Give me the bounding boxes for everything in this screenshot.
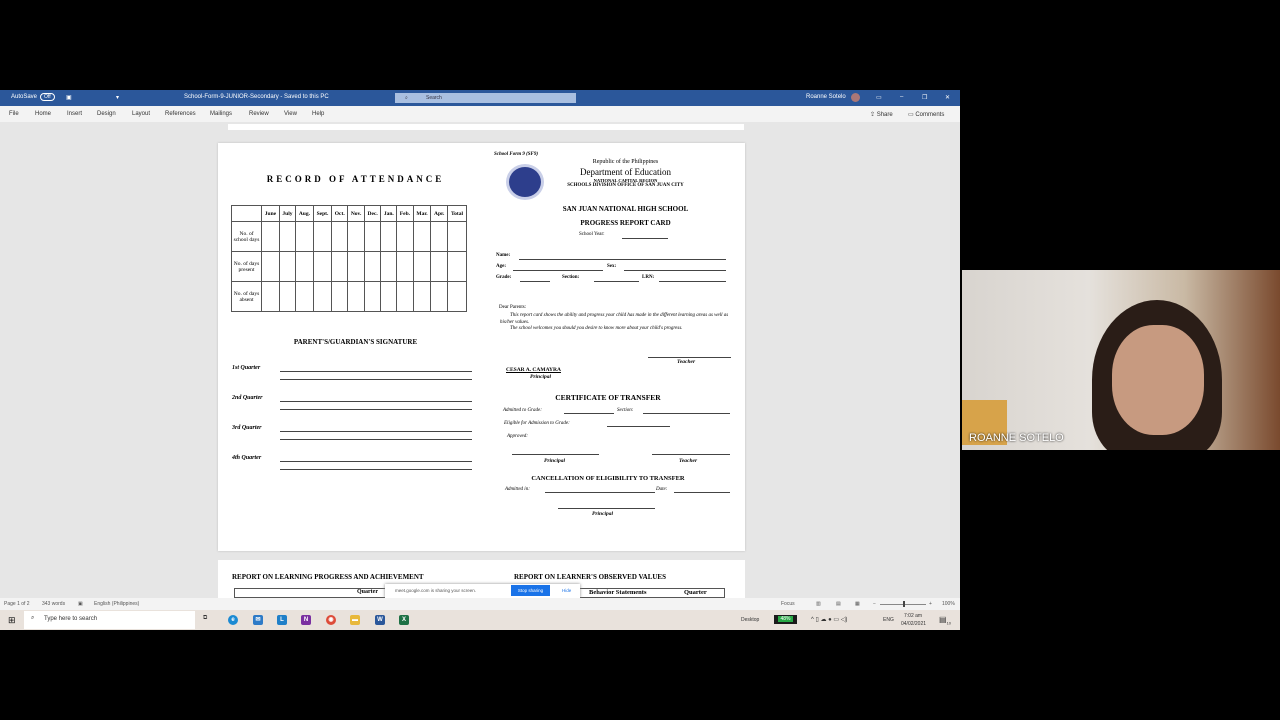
share-icon: ⇪ [870,112,876,118]
tab-file[interactable]: File [9,111,19,117]
attendance-cell[interactable] [447,252,466,282]
transfer-section-label: Section: [617,408,634,413]
status-bar [0,598,960,610]
attendance-cell[interactable] [413,252,431,282]
attendance-cell[interactable] [365,222,381,252]
name-label: Name: [496,253,511,258]
attendance-cell[interactable] [279,282,295,312]
onenote-icon[interactable]: N [301,615,311,625]
windows-taskbar [0,610,960,630]
tab-help[interactable]: Help [312,111,325,117]
admitted-in-label: Admitted in: [505,487,530,492]
attendance-cell[interactable] [332,222,348,252]
attendance-cell[interactable] [296,282,314,312]
tab-home[interactable]: Home [35,111,52,117]
focus-button[interactable] [781,601,795,607]
region-text: NATIONAL CAPITAL REGION [593,177,658,183]
tab-references[interactable]: References [165,111,196,117]
quarter-label: 4th Quarter [232,455,262,461]
stop-sharing-button[interactable]: Stop sharing [511,585,550,596]
tab-design[interactable]: Design [97,111,116,117]
battery-meter [774,615,797,624]
attendance-cell[interactable] [431,222,448,252]
letter-paragraph: This report card shows the ability and progress your child has made in the different learning areas as well as his/her values. [500,313,729,325]
school-year-label: School Year: [579,232,605,237]
clock-date[interactable]: 04/02/2021 [901,621,927,627]
month-header: Dec. [365,206,381,222]
attendance-cell[interactable] [447,222,466,252]
notification-count: 10 [946,620,952,626]
form-label: School Form 9 (SF9) [494,152,539,157]
excel-icon[interactable]: X [399,615,409,625]
attendance-cell[interactable] [397,252,413,282]
principal-label: Principal [530,374,552,380]
signature-line[interactable] [280,461,472,462]
edge-icon[interactable]: e [228,615,238,625]
ribbon-display-icon[interactable]: ▭ [876,95,882,101]
attendance-cell[interactable] [262,222,280,252]
share-button[interactable] [870,111,893,118]
attendance-cell[interactable] [365,252,381,282]
search-icon: ⌕ [31,615,35,621]
ribbon-tabs [0,106,960,122]
quarter-label: 1st Quarter [232,365,261,371]
mail-icon[interactable]: ✉ [253,615,263,625]
attendance-cell[interactable] [262,252,280,282]
tab-insert[interactable]: Insert [67,111,83,117]
attendance-cell[interactable] [313,222,332,252]
transfer-principal-label: Principal [544,458,566,464]
grade-label: Grade: [496,275,512,280]
chrome-icon[interactable]: ◉ [326,615,336,625]
attendance-cell[interactable] [365,282,381,312]
tab-layout[interactable]: Layout [132,111,151,117]
republic-text: Republic of the Philippines [592,159,659,165]
quarter-label: 2nd Quarter [232,395,263,401]
attendance-cell[interactable] [332,282,348,312]
clock-time[interactable]: 7:02 am [904,613,923,619]
signature-line[interactable] [280,469,472,470]
school-name: SAN JUAN NATIONAL HIGH SCHOOL [562,205,689,213]
search-box[interactable] [395,93,576,103]
month-header: Apr. [431,206,448,222]
attendance-cell[interactable] [431,252,448,282]
row-label: No. of days absent [232,282,262,312]
horizontal-ruler[interactable] [0,122,960,132]
section-label: Section: [562,275,580,280]
month-header: Jan. [381,206,397,222]
row-label: No. of days present [232,252,262,282]
eligible-label: Eligible for Admission to Grade: [504,421,570,426]
transfer-teacher-label: Teacher [679,458,698,464]
word-icon[interactable]: W [375,615,385,625]
taskbar-search-placeholder: Type here to search [44,616,98,622]
participant-name: ROANNE SOTELO [969,432,1064,444]
attendance-cell[interactable] [279,222,295,252]
admitted-grade-label: Admitted to Grade: [503,408,542,413]
restore-icon[interactable]: ❐ [922,95,928,101]
month-header: June [262,206,280,222]
file-explorer-icon[interactable]: ▬ [352,617,358,623]
signature-line[interactable] [280,379,472,380]
battery-percent: 48% [780,616,791,622]
notification-icon[interactable]: $▤_{10}$ [939,615,952,626]
row-label: No. of school days [232,222,262,252]
minimize-icon[interactable]: – [900,94,904,100]
hide-button[interactable]: Hide [562,588,572,593]
observed-values-title: REPORT ON LEARNER'S OBSERVED VALUES [514,573,666,581]
save-icon[interactable]: ▣ [66,95,72,101]
signature-line[interactable] [280,439,472,440]
behavior-header: Behavior Statements [589,589,647,596]
autosave-label: AutoSave [11,94,38,100]
date-label: Date: [656,487,668,492]
customize-qat-icon[interactable]: ▾ [116,95,120,101]
screen-share-bar [385,584,580,598]
attendance-cell[interactable] [413,282,431,312]
word-count[interactable]: 343 words [42,601,66,607]
person-face [1112,325,1204,435]
title-bar [0,90,960,106]
comment-icon: ▭ [908,112,914,118]
lync-icon[interactable]: L [277,615,287,625]
close-icon[interactable]: ✕ [945,95,951,101]
tray-icons[interactable]: ^ ▯ ☁ ● ▭ ◁) [811,617,848,623]
age-label: Age: [496,264,506,269]
read-mode-icon[interactable]: ▥ [816,601,821,607]
month-header: Mar. [413,206,431,222]
attendance-cell[interactable] [296,252,314,282]
word-window [0,90,960,630]
tab-review[interactable]: Review [249,111,269,117]
desktop-toolbar[interactable]: Desktop [741,617,760,623]
sex-label: Sex: [607,264,617,269]
avatar[interactable] [851,93,860,102]
attendance-cell[interactable] [397,222,413,252]
month-header: Nov. [348,206,365,222]
month-header: Aug. [296,206,314,222]
tab-mailings[interactable]: Mailings [210,111,233,117]
learning-progress-title: REPORT ON LEARNING PROGRESS AND ACHIEVEMENT [232,573,424,581]
cancel-title: CANCELLATION OF ELIGIBILITY TO TRANSFER [531,475,685,482]
attendance-cell[interactable] [413,222,431,252]
web-layout-icon[interactable]: ▦ [855,601,860,607]
month-header: Oct. [332,206,348,222]
deped-text: Department of Education [580,166,671,177]
month-header: July [279,206,295,222]
comments-button[interactable] [908,111,944,118]
share-message: meet.google.com is sharing your screen. [395,588,477,593]
transfer-title: CERTIFICATE OF TRANSFER [555,393,661,402]
letter-body [500,313,732,333]
approved-label: Approved: [507,434,528,439]
attendance-cell[interactable] [313,252,332,282]
share-label: Share [876,112,893,118]
attendance-cell[interactable] [431,282,448,312]
ruler-bar [228,124,744,130]
print-layout-icon[interactable]: ▤ [836,601,841,607]
attendance-cell[interactable] [279,252,295,282]
signature-line[interactable] [280,431,472,432]
proofing-icon[interactable]: ▣ [78,601,83,607]
dear-parents: Dear Parents: [499,305,527,310]
month-header: Feb. [397,206,413,222]
attendance-cell[interactable] [381,282,397,312]
attendance-cell[interactable] [348,222,365,252]
language[interactable]: English (Philippines) [94,601,140,607]
attendance-table [231,205,467,312]
attendance-cell[interactable] [381,222,397,252]
user-name[interactable]: Roanne Sotelo [806,94,846,100]
month-header: Sept. [313,206,332,222]
teacher-label: Teacher [677,359,696,365]
signature-title: PARENT'S/GUARDIAN'S SIGNATURE [293,338,418,346]
attendance-cell[interactable] [262,282,280,312]
document-title[interactable]: School-Form-9-JUNIOR-Secondary - Saved to this PC [184,94,329,100]
signature-line[interactable] [280,409,472,410]
focus-label: Focus [781,601,795,607]
attendance-cell[interactable] [348,252,365,282]
principal-name: CESAR A. CAMAYRA [506,367,561,373]
attendance-cell[interactable] [332,252,348,282]
windows-start-icon[interactable]: ⊞ [8,615,16,625]
quarter-label: 3rd Quarter [232,425,262,431]
search-icon: ⌕ [405,95,408,101]
document-page[interactable] [218,143,745,551]
task-view-icon[interactable]: ⧉ [203,615,208,621]
signature-line[interactable] [280,371,472,372]
attendance-cell[interactable] [397,282,413,312]
zoom-out-icon[interactable]: − [873,601,876,607]
signature-line[interactable] [280,401,472,402]
taskbar-search[interactable] [24,611,195,629]
attendance-cell[interactable] [348,282,365,312]
division-text: SCHOOLS DIVISION OFFICE OF SAN JUAN CITY [567,183,684,189]
attendance-cell[interactable] [313,282,332,312]
quarter-header: Quarter [357,589,378,595]
search-placeholder: Search [426,95,442,101]
tab-view[interactable]: View [284,111,297,117]
zoom-level[interactable]: 100% [942,601,955,607]
autosave-toggle[interactable]: Off [40,93,55,101]
card-title: PROGRESS REPORT CARD [580,219,671,227]
letter-paragraph: The school welcomes you should you desire to know more about your child's progress. [510,326,683,331]
zoom-slider-thumb[interactable] [903,601,905,607]
card-header [538,159,713,190]
input-language[interactable]: ENG [883,617,894,623]
attendance-cell[interactable] [381,252,397,282]
comments-label: Comments [915,112,945,118]
lrn-label: LRN: [642,275,655,280]
attendance-cell[interactable] [447,282,466,312]
page-count[interactable]: Page 1 of 2 [4,601,30,607]
quarter-header: Quarter [684,589,707,596]
cancel-principal-label: Principal [592,511,614,517]
attendance-title: RECORD OF ATTENDANCE [266,174,445,184]
attendance-cell[interactable] [296,222,314,252]
zoom-in-icon[interactable]: + [929,601,932,607]
webcam-video-feed [962,270,1280,450]
month-header: Total [447,206,466,222]
